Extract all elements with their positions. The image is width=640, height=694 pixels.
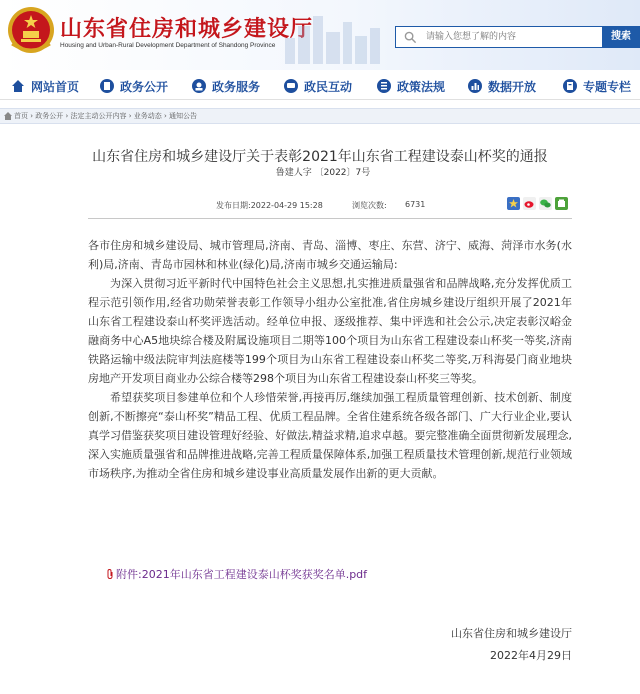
nav-item-label: 政务公开 [120, 79, 169, 94]
nav-item-label: 政民互动 [304, 79, 353, 94]
nav-item-label: 政策法规 [397, 79, 446, 94]
nav-item-gov-service[interactable] [191, 77, 260, 95]
print-icon[interactable] [555, 197, 568, 210]
skyline-decoration-icon [280, 8, 390, 64]
policy-icon [376, 78, 392, 94]
chat-icon [283, 78, 299, 94]
search-icon [404, 31, 417, 44]
weibo-icon[interactable] [523, 197, 536, 210]
topic-icon [562, 78, 578, 94]
breadcrumb [0, 108, 640, 124]
views-count: 6731 [405, 200, 426, 209]
article-title: 山东省住房和城乡建设厅关于表彰2021年山东省工程建设泰山杯奖的通报 [92, 149, 548, 165]
main-nav [0, 72, 640, 100]
nav-item-policy[interactable] [376, 77, 445, 95]
site-subtitle: Housing and Urban-Rural Development Department of Shandong Province [60, 42, 276, 49]
search-box [395, 26, 640, 48]
service-icon [191, 78, 207, 94]
nav-item-open-data[interactable] [467, 77, 536, 95]
nav-item-label: 数据开放 [488, 79, 537, 94]
body-paragraph-1: 为深入贯彻习近平新时代中国特色社会主义思想,扎实推进质量强省和品牌战略,充分发挥优质工程示范引领作用,经省功勋荣誉表彰工作领导小组办公室批准,省住房城乡建设厅组织开展了2021年山东省工程建设泰山杯奖评选活动。经单位申报、逐级推荐、集中评选和社会公示,决定表彰汉峪金融商务中心A5地块综合楼及附属设施项目二期等100个项目为山东省工程建设泰山杯奖一等奖,济南铁路运输中级法院审判法庭楼等199个项目为山东省工程建设泰山杯奖二等奖,万科海晏门商业地块房地产开发项目商业办公综合楼等298个项目为山东省工程建设泰山杯奖三等奖。 [88, 277, 572, 385]
attachment-link[interactable] [106, 566, 367, 582]
search-button[interactable]: 搜索 [602, 26, 640, 48]
document-icon [99, 78, 115, 94]
attachment-icon [106, 569, 114, 579]
publish-date: 发布日期:2022-04-29 15:28 [216, 201, 323, 210]
document-number: 鲁建人字 〔2022〕7号 [275, 168, 371, 178]
site-header [0, 0, 640, 70]
national-emblem-icon [6, 4, 56, 56]
nav-item-label: 政务服务 [212, 79, 261, 94]
nav-item-gov-open[interactable] [99, 77, 168, 95]
meta-divider [88, 218, 572, 219]
article-body [88, 236, 572, 483]
site-title[interactable]: 山东省住房和城乡建设厅 [60, 17, 314, 42]
wechat-icon[interactable] [539, 197, 552, 210]
signature-date: 2022年4月29日 [490, 649, 572, 662]
nav-item-interaction[interactable] [283, 77, 352, 95]
signature-organization: 山东省住房和城乡建设厅 [451, 627, 572, 640]
breadcrumb-path[interactable]: 首页 › 政务公开 › 法定主动公开内容 › 业务动态 › 通知公告 [14, 112, 197, 120]
attachment-label: 附件:2021年山东省工程建设泰山杯奖获奖名单.pdf [116, 568, 368, 581]
home-icon [10, 78, 26, 94]
nav-item-topics[interactable] [562, 77, 631, 95]
nav-item-label: 网站首页 [31, 79, 80, 94]
body-paragraph-2: 希望获奖项目参建单位和个人珍惜荣誉,再接再厉,继续加强工程质量管理创新、技术创新、制度创新,不断擦亮“泰山杯奖”精品工程、优质工程品牌。全省住建系统各级各部门、广大行业企业,要认真学习借鉴获奖项目建设管理好经验、好做法,精益求精,追求卓越。要完整准确全面贯彻新发展理念,深入实施质量强省和品牌推进战略,完善工程质量保障体系,加强工程质量技术管理创新,规范行业领域市场秩序,为推动全省住房和城乡建设事业高质量发展作出新的更大贡献。 [88, 391, 572, 480]
recipients-paragraph: 各市住房和城乡建设局、城市管理局,济南、青岛、淄博、枣庄、东营、济宁、威海、菏泽市水务(水利)局,济南、青岛市园林和林业(绿化)局,济南市城乡交通运输局: [88, 239, 572, 271]
nav-item-home[interactable] [10, 77, 79, 95]
data-icon [467, 78, 483, 94]
breadcrumb-home-icon [4, 112, 12, 120]
search-input[interactable] [426, 29, 576, 45]
star-icon[interactable] [507, 197, 520, 210]
nav-item-label: 专题专栏 [583, 79, 632, 94]
views-label: 浏览次数: [352, 201, 387, 210]
